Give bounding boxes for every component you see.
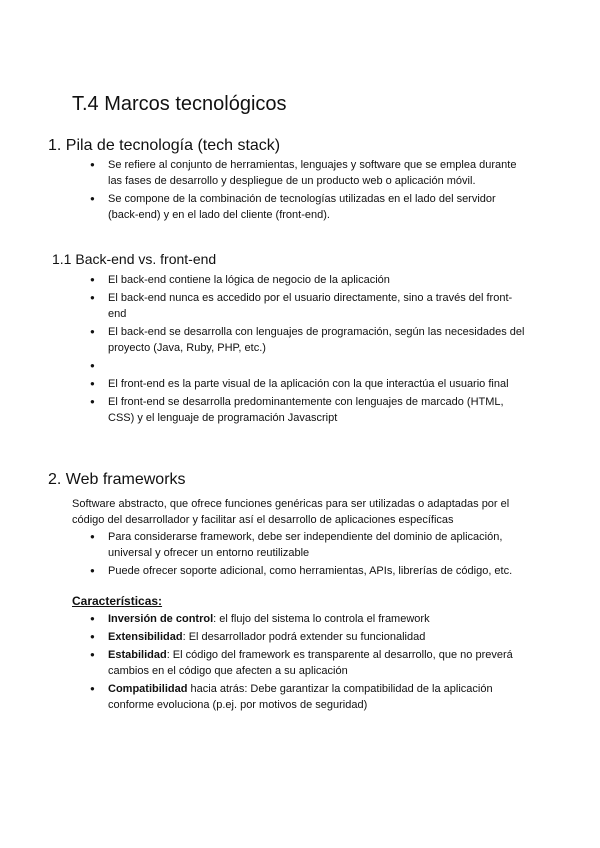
list-item: ● Puede ofrecer soporte adicional, como herramientas, APIs, librerías de código, etc. xyxy=(108,563,528,579)
section-1-1-list xyxy=(108,272,528,428)
feature-item xyxy=(108,647,528,679)
list-item: ● Se compone de la combinación de tecnologías utilizadas en el lado del servidor (back-end) y en el lado del cliente (front-end). xyxy=(108,191,528,223)
list-item: ● El front-end es la parte visual de la aplicación con la que interactúa el usuario final xyxy=(108,376,528,392)
list-item: ● Se refiere al conjunto de herramientas, lenguajes y software que se emplea durante las fases de desarrollo y despliegue de un producto web o aplicación móvil. xyxy=(108,157,528,189)
section-2-intro: Software abstracto, que ofrece funciones genéricas para ser utilizadas o adaptadas por el código del desarrollador y facilitar así el desarrollo de aplicaciones específicas xyxy=(72,498,510,526)
page-title: T.4 Marcos tecnológicos xyxy=(72,93,287,115)
feature-term: Inversión de control xyxy=(108,613,214,625)
feature-text: hacia atrás: Debe garantizar la compatibilidad de la aplicación conforme evoluciona (p.ej. por motivos de seguridad) xyxy=(108,683,493,711)
feature-text: : El desarrollador podrá extender su funcionalidad xyxy=(182,631,426,643)
section-1-list xyxy=(108,157,528,225)
feature-term: Extensibilidad xyxy=(108,631,183,643)
feature-text: : El código del framework es transparente al desarrollo, que no preverá cambios en el código que afecten a su aplicación xyxy=(108,649,513,677)
feature-item xyxy=(108,629,528,645)
feature-term: Estabilidad xyxy=(108,649,167,661)
section-1-heading: 1. Pila de tecnología (tech stack) xyxy=(48,137,281,154)
feature-item xyxy=(108,611,528,627)
list-item: ● El back-end nunca es accedido por el usuario directamente, sino a través del front-end xyxy=(108,290,528,322)
list-item: ● El back-end contiene la lógica de negocio de la aplicación xyxy=(108,272,528,288)
feature-item xyxy=(108,681,528,713)
features-list xyxy=(108,611,528,715)
features-heading: Características: xyxy=(72,594,163,608)
list-item: ● El back-end se desarrolla con lenguajes de programación, según las necesidades del proyecto (Java, Ruby, PHP, etc.) xyxy=(108,324,528,356)
section-1-1-heading: 1.1 Back-end vs. front-end xyxy=(52,251,217,267)
list-item: ● El front-end se desarrolla predominantemente con lenguajes de marcado (HTML, CSS) y el lenguaje de programación Javascript xyxy=(108,394,528,426)
section-2-heading: 2. Web frameworks xyxy=(48,471,186,488)
list-spacer xyxy=(108,358,528,374)
section-2-list xyxy=(108,529,528,581)
list-item: ● Para considerarse framework, debe ser independiente del dominio de aplicación, universal y ofrecer un entorno reutilizable xyxy=(108,529,528,561)
feature-term: Compatibilidad xyxy=(108,683,188,695)
feature-text: : el flujo del sistema lo controla el framework xyxy=(213,613,430,625)
